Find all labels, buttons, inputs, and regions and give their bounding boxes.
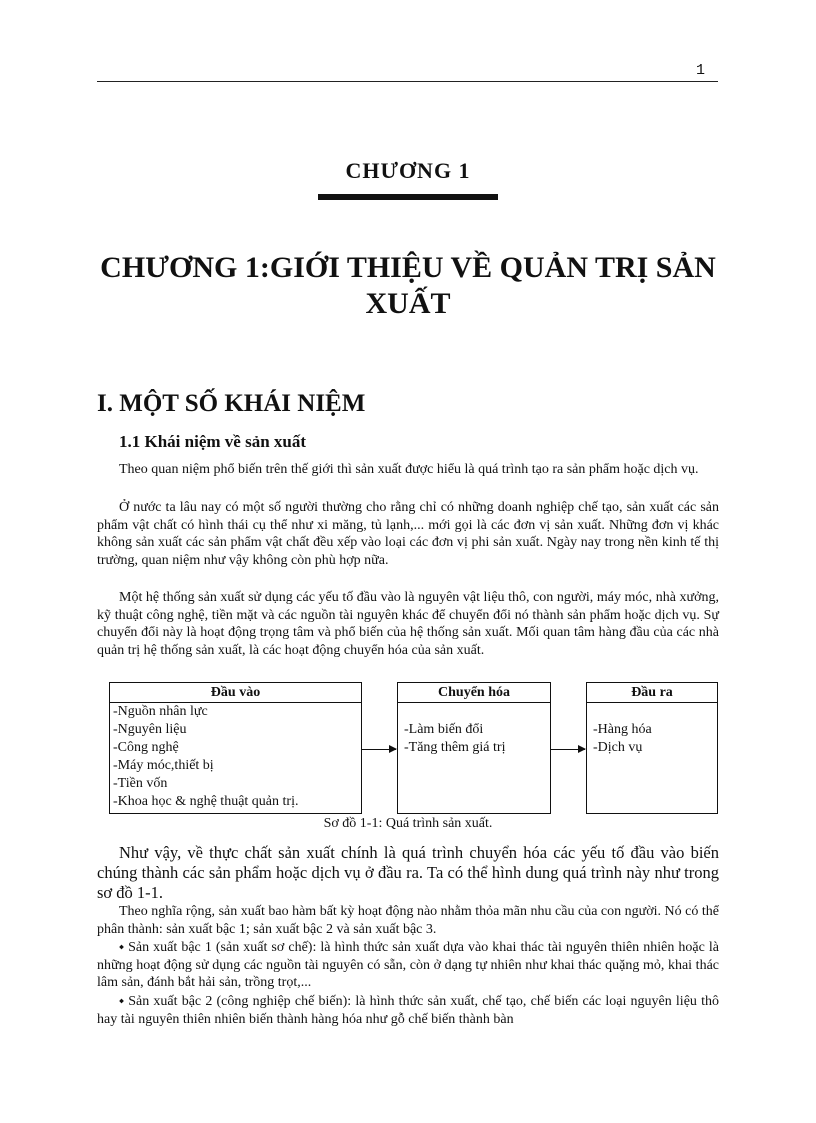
paragraph: ⬩ Sản xuất bậc 2 (công nghiệp chế biến): là hình thức sản xuất, chế tạo, chế biến các loại nguyên liệu thô hay tài nguyên thiên nhiên biến thành hàng hóa như gỗ chế biến thành bàn bbox=[97, 994, 719, 1027]
paragraph: Ở nước ta lâu nay có một số người thường cho rằng chỉ có những doanh nghiệp chế tạo, sản xuất các sản phẩm vật chất có hình thái cụ thể như xi măng, tủ lạnh,... mới gọi là các đơn vị sản xuất. Những đơn vị khác không sản xuất các sản phẩm vật chất đều xếp vào loại các đơn vị phi sản xuất. Ngày nay trong nền kinh tế thị trường, quan niệm như vậy không còn phù hợp nữa. bbox=[97, 500, 719, 568]
diagram-caption: Sơ đồ 1-1: Quá trình sản xuất. bbox=[323, 816, 493, 831]
chapter-title: CHƯƠNG 1:GIỚI THIỆU VỀ QUẢN TRỊ SẢN XUẤT bbox=[100, 251, 716, 320]
paragraph: Theo quan niệm phổ biến trên thế giới thì sản xuất được hiểu là quá trình tạo ra sản phẩm hoặc dịch vụ. bbox=[119, 462, 699, 477]
header-rule bbox=[97, 81, 718, 82]
diagram-transform-item: -Tăng thêm giá trị bbox=[404, 740, 506, 755]
diagram-arrow-icon bbox=[361, 749, 396, 750]
paragraph: ⬩ Sản xuất bậc 1 (sản xuất sơ chế): là hình thức sản xuất dựa vào khai thác tài nguyên thiên nhiên hoặc là những hoạt động sử dụng các nguồn tài nguyên có sẵn, còn ở dạng tự nhiên như khai thác quặng mỏ, khai thác lâm sản, đánh bắt hải sản, trồng trọt,... bbox=[97, 940, 719, 990]
diagram-input-item: -Nguyên liệu bbox=[113, 722, 187, 737]
chapter-underline bbox=[318, 194, 498, 200]
diagram-output-item: -Dịch vụ bbox=[593, 740, 643, 755]
diagram-input-item: -Công nghệ bbox=[113, 740, 179, 755]
diagram-arrow-icon bbox=[550, 749, 585, 750]
section-title: I. MỘT SỐ KHÁI NIỆM bbox=[97, 390, 366, 417]
diagram-transform-box bbox=[397, 682, 551, 814]
diagram-input-item: -Khoa học & nghệ thuật quản trị. bbox=[113, 794, 299, 809]
page-number: 1 bbox=[696, 62, 706, 79]
paragraph: Một hệ thống sản xuất sử dụng các yếu tố đầu vào là nguyên vật liệu thô, con người, máy móc, nhà xưởng, kỹ thuật công nghệ, tiền mặt và các nguồn tài nguyên khác để chuyển đổi nó thành sản phẩm hoặc dịch vụ. Sự chuyển đổi này là hoạt động trọng tâm và phổ biến của hệ thống sản xuất. Mối quan tâm hàng đầu của các nhà quản trị hệ thống sản xuất, là các hoạt động chuyển hóa của sản xuất. bbox=[97, 590, 719, 658]
paragraph: Theo nghĩa rộng, sản xuất bao hàm bất kỳ hoạt động nào nhằm thỏa mãn nhu cầu của con người. Nó có thể phân thành: sản xuất bậc 1; sản xuất bậc 2 và sản xuất bậc 3. bbox=[97, 904, 719, 937]
diagram-inputs-title: Đầu vào bbox=[110, 683, 361, 703]
diagram-outputs-box bbox=[586, 682, 718, 814]
diagram-output-item: -Hàng hóa bbox=[593, 722, 652, 737]
diagram-input-item: -Nguồn nhân lực bbox=[113, 704, 208, 719]
diagram-input-item: -Máy móc,thiết bị bbox=[113, 758, 214, 773]
diagram-input-item: -Tiền vốn bbox=[113, 776, 168, 791]
subsection-title: 1.1 Khái niệm về sản xuất bbox=[119, 432, 307, 451]
diagram-transform-title: Chuyển hóa bbox=[398, 683, 550, 703]
chapter-label: CHƯƠNG 1 bbox=[345, 158, 471, 183]
diagram-inputs-box bbox=[109, 682, 362, 814]
diagram-transform-item: -Làm biến đổi bbox=[404, 722, 484, 737]
paragraph: Như vậy, về thực chất sản xuất chính là quá trình chuyển hóa các yếu tố đầu vào biến chúng thành các sản phẩm hoặc dịch vụ ở đầu ra. Ta có thể hình dung quá trình này như trong sơ đồ 1-1. bbox=[97, 843, 719, 902]
diagram-outputs-title: Đầu ra bbox=[587, 683, 717, 703]
